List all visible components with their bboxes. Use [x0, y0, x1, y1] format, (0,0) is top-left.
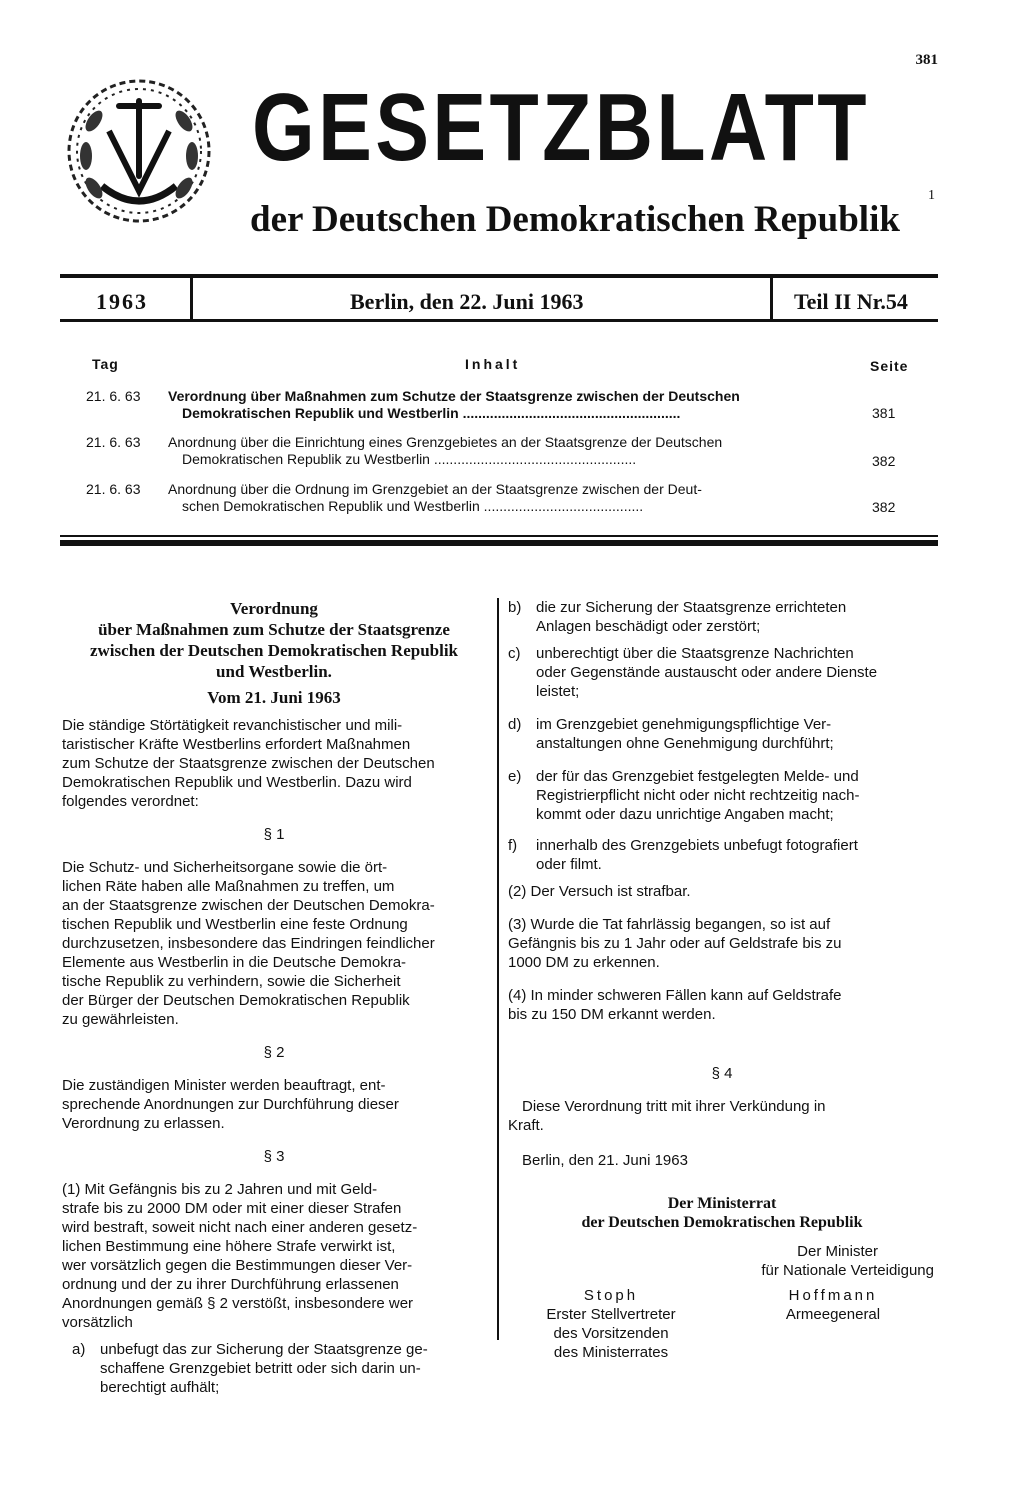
list-item-a: [62, 1340, 486, 1400]
toc-entry-page: 382: [872, 453, 896, 469]
signature-left: Stoph Erster Stellvertreter des Vorsitzenden des Ministerrates: [526, 1286, 696, 1362]
paragraph-3: (3) Wurde die Tat fahrlässig begangen, so ist auf Gefängnis bis zu 1 Jahr oder auf Geldstrafe bis zu 1000 DM zu erkennen.: [508, 916, 842, 971]
place-date: Berlin, den 21. Juni 1963: [522, 1152, 688, 1169]
masthead-mark: 1: [928, 188, 935, 203]
toc-heading-page: Seite: [870, 358, 909, 374]
list-item-label: b): [508, 599, 522, 616]
list-item-e: [508, 767, 936, 824]
minister-title: Der Minister für Nationale Verteidigung: [761, 1243, 934, 1279]
section-3-text: (1) Mit Gefängnis bis zu 2 Jahren und mit Geld- strafe bis zu 2000 DM oder mit einer dieser Strafen wird bestraft, soweit nicht nach einer anderen gesetz- lichen Bestimmung eine höhere Strafe verwirkt ist, wer vorsätzlich gegen die Bestimmungen dieser Ver- ordnung und der zu ihrer Durchführung erlassenen Anordnungen gemäß § 2 verstößt, insbesondere wer vorsätzlich: [62, 1181, 418, 1331]
ordinance-date: Vom 21. Juni 1963: [207, 688, 341, 707]
list-item-text: innerhalb des Grenzgebiets unbefugt fotografiert oder filmt.: [536, 837, 858, 873]
toc-heading-day: Tag: [92, 356, 119, 372]
toc-entry-title-line1[interactable]: Anordnung über die Einrichtung eines Grenzgebietes an der Staatsgrenze der Deutschen: [168, 434, 723, 450]
toc-entry-title-line2[interactable]: Demokratischen Republik und Westberlin ........................................................: [182, 405, 681, 421]
list-item-text: im Grenzgebiet genehmigungspflichtige Ver- anstaltungen ohne Genehmigung durchführt;: [536, 716, 834, 752]
state-emblem: [64, 76, 214, 226]
signature-right: Hoffmann Armeegeneral: [758, 1286, 908, 1324]
page-number: 381: [915, 52, 938, 68]
list-item-label: c): [508, 645, 521, 662]
list-item-label: a): [72, 1341, 86, 1358]
list-item-label: d): [508, 716, 522, 733]
masthead-subtitle: der Deutschen Demokratischen Republik: [250, 199, 900, 240]
section-2-heading: § 2: [263, 1044, 285, 1061]
toc-entry-page: 381: [872, 405, 896, 421]
list-item-d: [508, 715, 936, 753]
toc-entry-page: 382: [872, 499, 896, 515]
section-4-text: Diese Verordnung tritt mit ihrer Verkündung in Kraft.: [508, 1098, 826, 1134]
toc-bottom-rule-thin: [60, 535, 938, 537]
toc-entry-title-line1[interactable]: Verordnung über Maßnahmen zum Schutze der Staatsgrenze zwischen der Deutschen: [168, 388, 740, 404]
toc-entry-date: 21. 6. 63: [86, 388, 141, 404]
list-item-f: [508, 836, 936, 874]
toc-entry-title-line2[interactable]: Demokratischen Republik zu Westberlin ....................................................: [182, 451, 637, 467]
column-divider: [497, 598, 499, 1340]
section-1-heading: § 1: [263, 826, 285, 843]
paragraph-2: (2) Der Versuch ist strafbar.: [508, 883, 691, 900]
toc-entry-title-line2[interactable]: schen Demokratischen Republik und Westberlin .........................................: [182, 498, 644, 514]
list-item-c: [508, 644, 936, 701]
list-item-text: unberechtigt über die Staatsgrenze Nachrichten oder Gegenstände austauscht oder andere Dienste leistet;: [536, 645, 878, 700]
issue-divider-left: [190, 278, 193, 320]
section-2-text: Die zuständigen Minister werden beauftragt, ent- sprechende Anordnungen zur Durchführung dieser Verordnung zu erlassen.: [62, 1077, 399, 1132]
toc-entry-date: 21. 6. 63: [86, 481, 141, 497]
toc-leader: ....................................................: [433, 451, 637, 467]
section-3-heading: § 3: [263, 1148, 285, 1165]
list-item-text: der für das Grenzgebiet festgelegten Melde- und Registrierpflicht nicht oder nicht rechtzeitig nach- kommt oder dazu unrichtige Angaben macht;: [536, 768, 860, 823]
issue-part: Teil II Nr.54: [794, 289, 908, 314]
preamble: Die ständige Störtätigkeit revanchistischer und mili- taristischer Kräfte Westberlins erfordert Maßnahmen zum Schutze der Staatsgrenze zwischen der Deutschen Demokratischen Republik und Westberlin. Dazu wird folgendes verordnet:: [62, 717, 435, 810]
list-item-label: f): [508, 837, 518, 854]
issue-date: Berlin, den 22. Juni 1963: [350, 289, 584, 314]
toc-entry-date: 21. 6. 63: [86, 434, 141, 450]
right-column: [508, 598, 936, 1366]
list-item-text: unbefugt das zur Sicherung der Staatsgrenze ge- schaffene Grenzgebiet betritt oder sich darin un- berechtigt aufhält;: [100, 1341, 428, 1396]
signatures-row: [508, 1286, 936, 1366]
council-signature-block: Der Ministerrat der Deutschen Demokratischen Republik: [581, 1195, 863, 1231]
issue-divider-right: [770, 278, 773, 320]
issue-year: 1963: [96, 289, 148, 314]
paragraph-4: (4) In minder schweren Fällen kann auf Geldstrafe bis zu 150 DM erkannt werden.: [508, 987, 842, 1023]
list-item-text: die zur Sicherung der Staatsgrenze errichteten Anlagen beschädigt oder zerstört;: [536, 599, 847, 635]
section-4-heading: § 4: [711, 1065, 733, 1082]
toc-entry-title-line1[interactable]: Anordnung über die Ordnung im Grenzgebiet an der Staatsgrenze zwischen der Deut-: [168, 481, 702, 497]
list-item-label: e): [508, 768, 522, 785]
section-1-text: Die Schutz- und Sicherheitsorgane sowie die ört- lichen Räte haben alle Maßnahmen zu treffen, um an der Staatsgrenze zwischen der Deutschen Demokra- tischen Republik und Westberlin eine feste Ordnung durchzusetzen, insbesondere das Eindringen feindlicher Elemente aus Westberlin in die Deutsche Demokra- tische Republik zu verhindern, sowie die Sicherheit der Bürger der Deutschen Demokratischen Republik zu gewährleisten.: [62, 859, 435, 1028]
left-column: [62, 598, 486, 1400]
ordinance-title: Verordnung über Maßnahmen zum Schutze der Staatsgrenze zwischen der Deutschen Demokratischen Republik und Westberlin.: [89, 599, 459, 681]
toc-leader: ........................................................: [462, 405, 681, 421]
toc-leader: .........................................: [483, 498, 644, 514]
list-item-b: [508, 598, 936, 636]
toc-heading-title: Inhalt: [465, 356, 521, 372]
masthead-title: GESETZBLATT: [252, 74, 870, 181]
signature-left-name: Stoph: [583, 1287, 639, 1304]
toc-bottom-rule-thick: [60, 540, 938, 546]
signature-right-name: Hoffmann: [788, 1287, 878, 1304]
